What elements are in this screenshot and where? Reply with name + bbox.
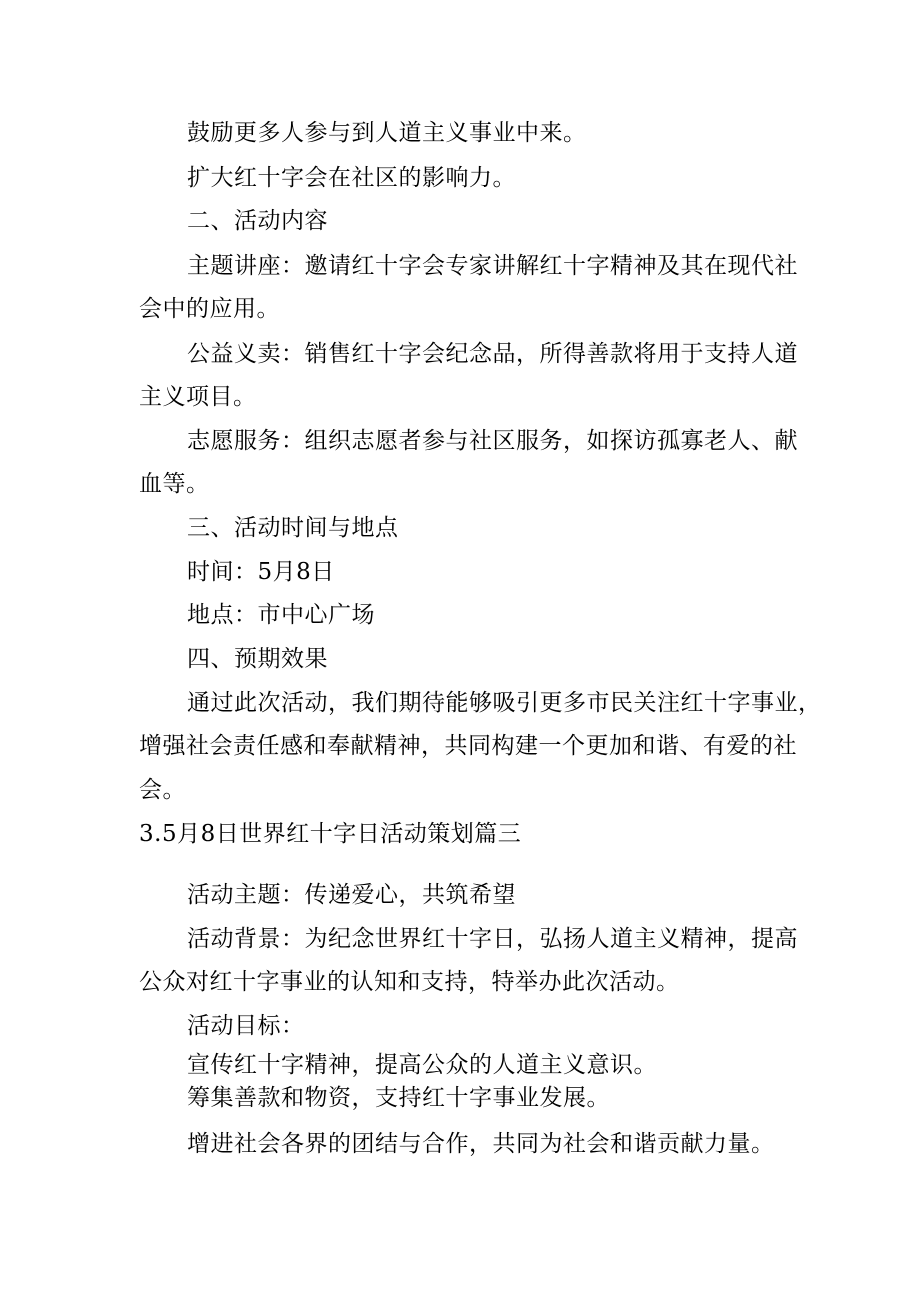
section-heading: 四、预期效果: [187, 646, 328, 672]
list-item: 筹集善款和物资，支持红十字事业发展。: [187, 1085, 610, 1111]
list-item: 增进社会各界的团结与合作，共同为社会和谐贡献力量。: [187, 1131, 775, 1157]
paragraph-line: 公众对红十字事业的认知和支持，特举办此次活动。: [139, 969, 680, 995]
article-title: 3.5月8日世界红十字日活动策划篇三: [139, 821, 522, 847]
paragraph-line: 主义项目。: [139, 384, 257, 410]
paragraph-line: 公益义卖：销售红十字会纪念品，所得善款将用于支持人道: [187, 341, 798, 367]
list-item: 宣传红十字精神，提高公众的人道主义意识。: [187, 1052, 657, 1078]
paragraph-line: 活动目标：: [187, 1013, 305, 1039]
paragraph-line: 志愿服务：组织志愿者参与社区服务，如探访孤寡老人、献: [187, 428, 798, 454]
section-heading: 三、活动时间与地点: [187, 515, 399, 541]
paragraph-line: 会中的应用。: [139, 296, 280, 322]
paragraph-line: 增强社会责任感和奉献精神，共同构建一个更加和谐、有爱的社: [139, 733, 797, 759]
paragraph-line: 活动主题：传递爱心，共筑希望: [187, 882, 516, 908]
paragraph-line: 鼓励更多人参与到人道主义事业中来。: [187, 120, 587, 146]
paragraph-line: 血等。: [139, 471, 210, 497]
paragraph-line: 主题讲座：邀请红十字会专家讲解红十字精神及其在现代社: [187, 253, 798, 279]
paragraph-line: 会。: [139, 777, 186, 803]
paragraph-line: 扩大红十字会在社区的影响力。: [187, 165, 516, 191]
section-heading: 二、活动内容: [187, 208, 328, 234]
paragraph-line: 时间：5月8日: [187, 559, 335, 585]
paragraph-line: 地点：市中心广场: [187, 602, 375, 628]
paragraph-line: 通过此次活动，我们期待能够吸引更多市民关注红十字事业，: [187, 690, 822, 716]
paragraph-line: 活动背景：为纪念世界红十字日，弘扬人道主义精神，提高: [187, 926, 798, 952]
